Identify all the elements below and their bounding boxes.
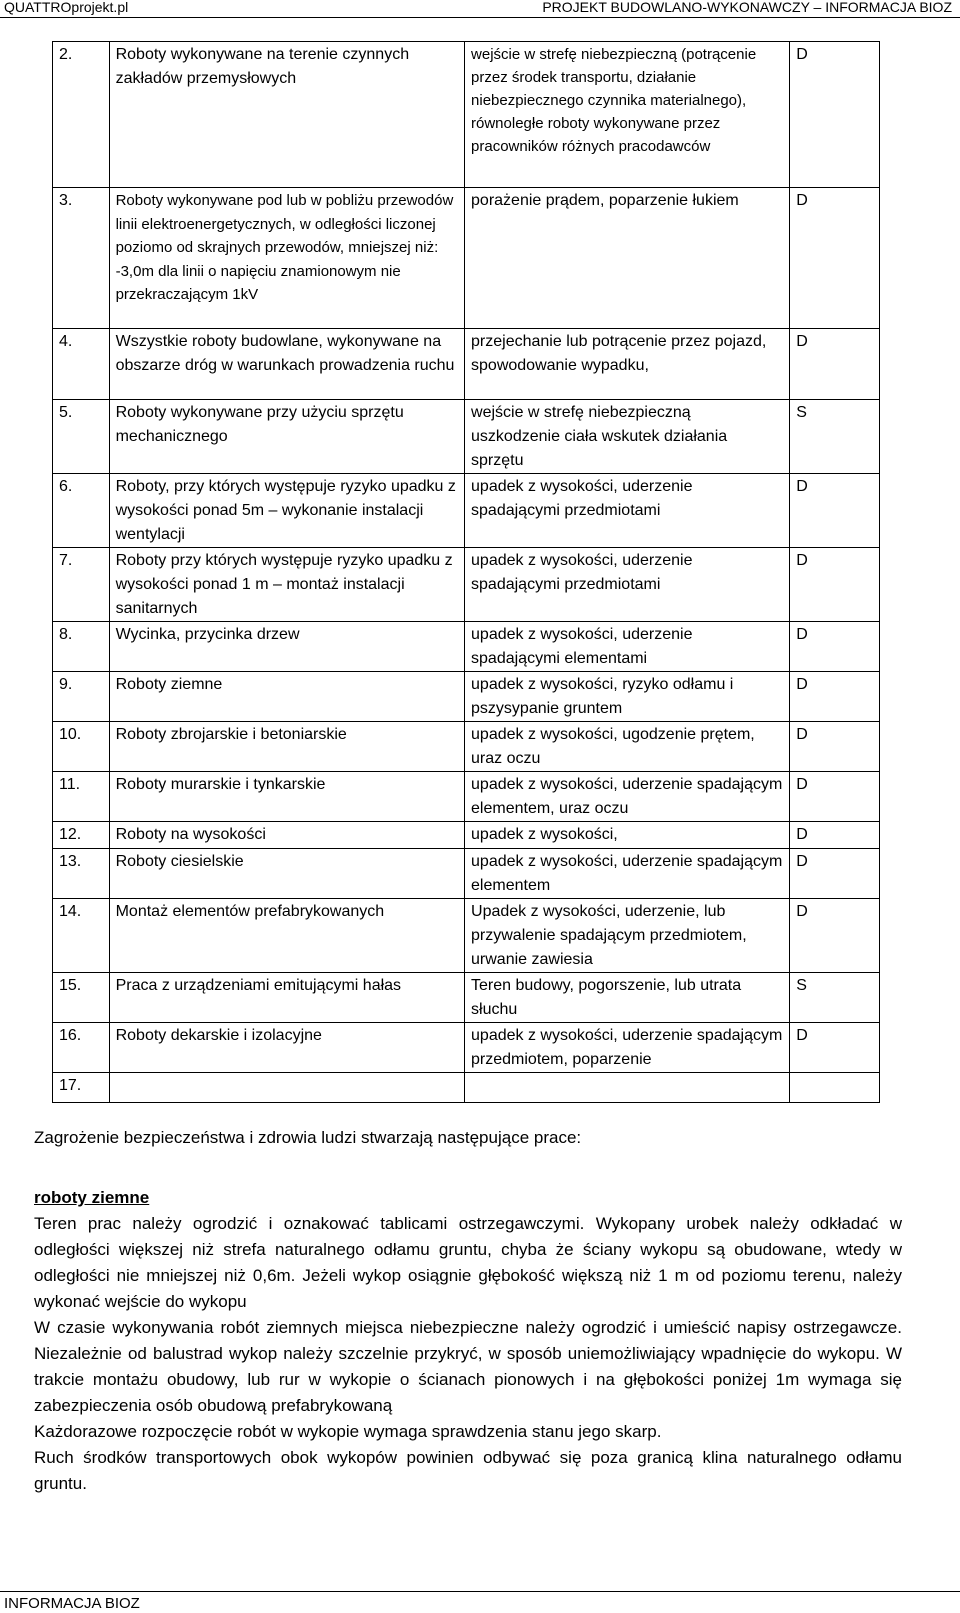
work-description: Roboty murarskie i tynkarskie	[109, 772, 464, 822]
risk-level: S	[790, 973, 880, 1023]
work-description: Wycinka, przycinka drzew	[109, 622, 464, 672]
table-row	[53, 474, 880, 548]
hazard-description: Teren budowy, pogorszenie, lub utrata słuchu	[465, 973, 790, 1023]
page-header	[0, 0, 960, 20]
work-description: Roboty dekarskie i izolacyjne	[109, 1023, 464, 1073]
row-number: 2.	[53, 42, 110, 188]
row-number: 12.	[53, 822, 110, 849]
work-description: Praca z urządzeniami emitującymi hałas	[109, 973, 464, 1023]
row-number: 16.	[53, 1023, 110, 1073]
paragraph: Ruch środków transportowych obok wykopów powinien odbywać się poza granicą klina naturalnego odłamu gruntu.	[34, 1448, 902, 1493]
row-number: 11.	[53, 772, 110, 822]
table-row	[53, 1073, 880, 1103]
risk-level: D	[790, 474, 880, 548]
hazard-description: upadek z wysokości, uderzenie spadającymi przedmiotami	[465, 548, 790, 622]
work-description: Roboty zbrojarskie i betoniarskie	[109, 722, 464, 772]
work-description: Wszystkie roboty budowlane, wykonywane na obszarze dróg w warunkach prowadzenia ruchu	[109, 329, 464, 400]
row-number: 7.	[53, 548, 110, 622]
hazard-description: porażenie prądem, poparzenie łukiem	[465, 188, 790, 329]
hazard-description: wejście w strefę niebezpieczną uszkodzenie ciała wskutek działania sprzętu	[465, 400, 790, 474]
risk-level: D	[790, 622, 880, 672]
table-row	[53, 772, 880, 822]
hazard-description: upadek z wysokości, ugodzenie prętem, uraz oczu	[465, 722, 790, 772]
table-row	[53, 42, 880, 188]
hazard-description: upadek z wysokości,	[465, 822, 790, 849]
paragraph: Teren prac należy ogrodzić i oznakować tablicami ostrzegawczymi. Wykopany urobek należy odkładać w odległości większej niż strefa naturalnego odłamu gruntu, chyba że ściany wykopu są obudowane, wtedy w odległości nie mniejszej niż 0,6m. Jeżeli wykop osiągnie głębokość większą niż 1 m od poziomu terenu, należy wykonać wejście do wykopu	[34, 1214, 902, 1311]
risk-level: D	[790, 849, 880, 899]
row-number: 15.	[53, 973, 110, 1023]
table-row	[53, 329, 880, 400]
risk-level: D	[790, 822, 880, 849]
hazard-description: upadek z wysokości, uderzenie spadającym przedmiotem, poparzenie	[465, 1023, 790, 1073]
paragraph: Każdorazowe rozpoczęcie robót w wykopie wymaga sprawdzenia stanu jego skarp.	[34, 1422, 662, 1441]
row-number: 17.	[53, 1073, 110, 1103]
hazard-table	[52, 41, 880, 1103]
risk-level: D	[790, 329, 880, 400]
table-row	[53, 1023, 880, 1073]
row-number: 13.	[53, 849, 110, 899]
table-row	[53, 722, 880, 772]
row-number: 8.	[53, 622, 110, 672]
work-description: Roboty wykonywane pod lub w pobliżu przewodów linii elektroenergetycznych, w odległości liczonej poziomo od skrajnych przewodów, mniejszej niż: -3,0m dla linii o napięciu znamionowym nie przekraczającym 1kV	[109, 188, 464, 329]
work-description: Montaż elementów prefabrykowanych	[109, 899, 464, 973]
row-number: 14.	[53, 899, 110, 973]
footer-label: INFORMACJA BIOZ	[4, 1595, 140, 1612]
work-description: Roboty ziemne	[109, 672, 464, 722]
hazard-description: upadek z wysokości, uderzenie spadającym elementem	[465, 849, 790, 899]
risk-level: D	[790, 672, 880, 722]
row-number: 9.	[53, 672, 110, 722]
page-footer	[0, 1591, 960, 1613]
work-description: Roboty przy których występuje ryzyko upadku z wysokości ponad 1 m – montaż instalacji sanitarnych	[109, 548, 464, 622]
hazard-description: Upadek z wysokości, uderzenie, lub przywalenie spadającym przedmiotem, urwanie zawiesia	[465, 899, 790, 973]
row-number: 5.	[53, 400, 110, 474]
section-title: roboty ziemne	[34, 1188, 150, 1207]
header-site-name: QUATTROprojekt.pl	[4, 0, 129, 15]
intro-sentence: Zagrożenie bezpieczeństwa i zdrowia ludzi stwarzają następujące prace:	[34, 1128, 582, 1147]
table-row	[53, 188, 880, 329]
risk-level: D	[790, 42, 880, 188]
table-row	[53, 400, 880, 474]
risk-level: S	[790, 400, 880, 474]
risk-level: D	[790, 899, 880, 973]
header-document-title: PROJEKT BUDOWLANO-WYKONAWCZY – INFORMACJA BIOZ	[542, 0, 952, 15]
risk-level: D	[790, 772, 880, 822]
work-description: Roboty, przy których występuje ryzyko upadku z wysokości ponad 5m – wykonanie instalacji wentylacji	[109, 474, 464, 548]
hazard-description: upadek z wysokości, uderzenie spadającymi przedmiotami	[465, 474, 790, 548]
hazard-description: upadek z wysokości, uderzenie spadającym elementem, uraz oczu	[465, 772, 790, 822]
hazard-description	[465, 1073, 790, 1103]
row-number: 3.	[53, 188, 110, 329]
risk-level: D	[790, 188, 880, 329]
work-description: Roboty ciesielskie	[109, 849, 464, 899]
footer-divider	[0, 1591, 960, 1592]
risk-level: D	[790, 1023, 880, 1073]
risk-level	[790, 1073, 880, 1103]
paragraph: W czasie wykonywania robót ziemnych miejsca niebezpieczne należy ogrodzić i umieścić napisy ostrzegawcze. Niezależnie od balustrad wykop należy szczelnie przykryć, w sposób uniemożliwiający wpadnięcie do wykopu. W trakcie montażu obudowy, lub rur w wykopie o ścianach pionowych i na głębokości poniżej 1m wymaga się zabezpieczenia osób obudową prefabrykowaną	[34, 1318, 902, 1415]
table-row	[53, 973, 880, 1023]
table-row	[53, 849, 880, 899]
work-description: Roboty na wysokości	[109, 822, 464, 849]
hazard-description: przejechanie lub potrącenie przez pojazd, spowodowanie wypadku,	[465, 329, 790, 400]
table-row	[53, 822, 880, 849]
hazard-description: upadek z wysokości, uderzenie spadającymi elementami	[465, 622, 790, 672]
work-description: Roboty wykonywane przy użyciu sprzętu mechanicznego	[109, 400, 464, 474]
row-number: 6.	[53, 474, 110, 548]
table-row	[53, 899, 880, 973]
risk-level: D	[790, 722, 880, 772]
work-description: Roboty wykonywane na terenie czynnych zakładów przemysłowych	[109, 42, 464, 188]
hazard-description: wejście w strefę niebezpieczną (potrącenie przez środek transportu, działanie niebezpiecznego czynnika materialnego), równoległe roboty wykonywane przez pracowników różnych pracodawców	[465, 42, 790, 188]
row-number: 10.	[53, 722, 110, 772]
body-text	[34, 1125, 902, 1497]
row-number: 4.	[53, 329, 110, 400]
header-divider	[0, 17, 960, 18]
risk-level: D	[790, 548, 880, 622]
work-description	[109, 1073, 464, 1103]
table-row	[53, 672, 880, 722]
hazard-description: upadek z wysokości, ryzyko odłamu i pszysypanie gruntem	[465, 672, 790, 722]
table-row	[53, 622, 880, 672]
table-row	[53, 548, 880, 622]
